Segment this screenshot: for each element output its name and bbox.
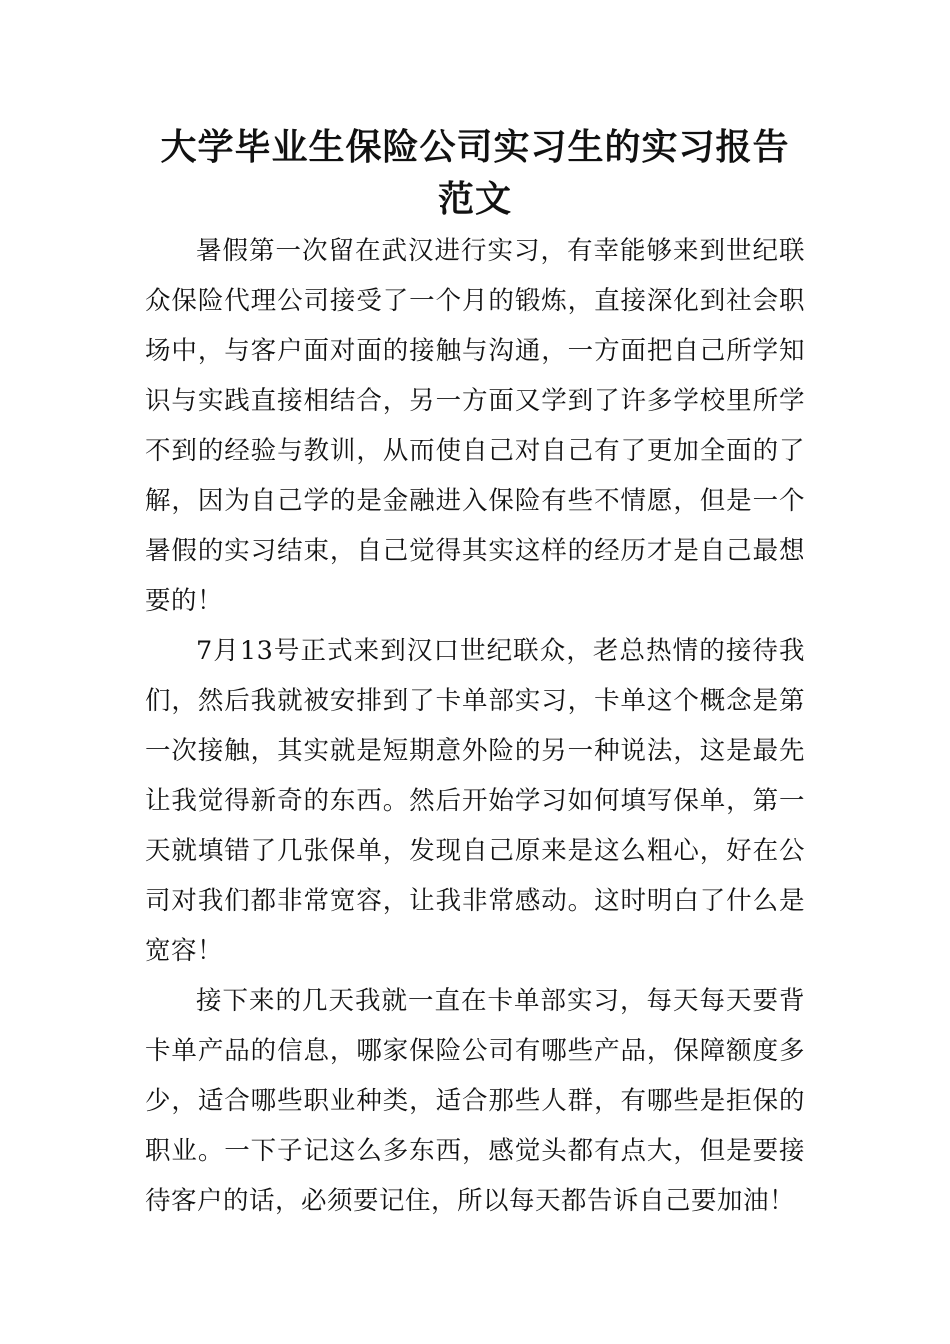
document-body <box>145 226 805 1226</box>
paragraph-3: 接下来的几天我就一直在卡单部实习，每天每天要背卡单产品的信息，哪家保险公司有哪些产品，保障额度多少，适合哪些职业种类，适合那些人群，有哪些是拒保的职业。一下子记这么多东西，感觉头都有点大，但是要接待客户的话，必须要记住，所以每天都告诉自己要加油！ <box>145 986 805 1216</box>
paragraph-1: 暑假第一次留在武汉进行实习，有幸能够来到世纪联众保险代理公司接受了一个月的锻炼，直接深化到社会职场中，与客户面对面的接触与沟通，一方面把自己所学知识与实践直接相结合，另一方面又学到了许多学校里所学不到的经验与教训，从而使自己对自己有了更加全面的了解，因为自己学的是金融进入保险有些不情愿，但是一个暑假的实习结束，自己觉得其实这样的经历才是自己最想要的！ <box>145 236 805 616</box>
document-title: 大学毕业生保险公司实习生的实习报告范文 <box>160 127 790 220</box>
paragraph-2: 7月13号正式来到汉口世纪联众，老总热情的接待我们，然后我就被安排到了卡单部实习，卡单这个概念是第一次接触，其实就是短期意外险的另一种说法，这是最先让我觉得新奇的东西。然后开始学习如何填写保单，第一天就填错了几张保单，发现自己原来是这么粗心，好在公司对我们都非常宽容，让我非常感动。这时明白了什么是宽容！ <box>145 636 805 966</box>
